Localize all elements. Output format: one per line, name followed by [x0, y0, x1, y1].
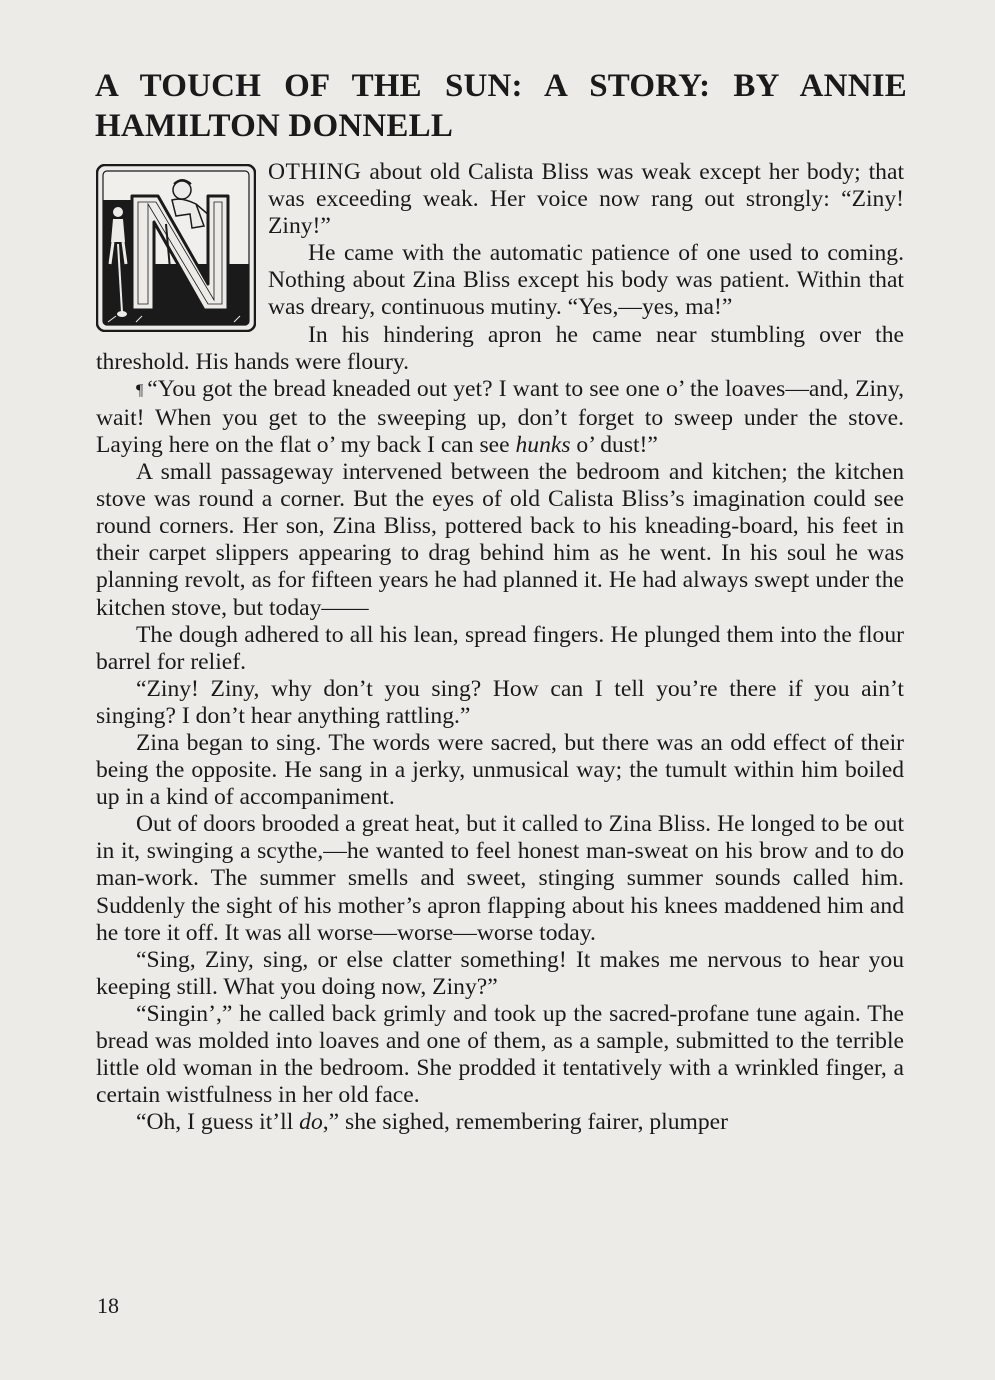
paragraph-1-text: about old Calista Bliss was weak except her body; that was exceeding weak. Her voice now rang out strongly: “Ziny! Ziny!”	[268, 159, 904, 240]
italic-do: do	[299, 1109, 323, 1136]
paragraph-10: “Sing, Ziny, sing, or else clatter something! It makes me nervous to hear you keeping still. What you doing now, Ziny?”	[96, 946, 904, 1000]
paragraph-9: Out of doors brooded a great heat, but it called to Zina Bliss. He longed to be out in it, swinging a scythe,—he wanted to feel honest man-sweat on his brow and to do man-work. The summer smells and sweet, stinging summer sounds called him. Suddenly the sight of his mother’s apron flapping about his knees maddened him and he tore it off. It was all worse—worse—worse today.	[96, 811, 904, 946]
paragraph-4-text-b: o’ dust!”	[570, 431, 658, 458]
paragraph-12-text-a: “Oh, I guess it’ll	[136, 1109, 300, 1136]
page-number: 18	[97, 1293, 119, 1318]
lead-caps: OTHING	[268, 159, 362, 185]
paragraph-3: In his hindering apron he came near stumbling over the threshold. His hands were floury.	[96, 321, 904, 375]
paragraph-mark-icon: ¶	[136, 381, 144, 399]
paragraph-2: He came with the automatic patience of one used to coming. Nothing about Zina Bliss except his body was patient. Within that was dreary, continuous mutiny. “Yes,—yes, ma!”	[268, 240, 904, 321]
paragraph-8: Zina began to sing. The words were sacred, but there was an odd effect of their being the opposite. He sang in a jerky, unmusical way; the tumult within him boiled up in a kind of accompaniment.	[96, 729, 904, 811]
paragraph-6: The dough adhered to all his lean, spread fingers. He plunged them into the flour barrel for relief.	[96, 621, 904, 675]
story-title: A TOUCH OF THE SUN: A STORY: BY ANNIE HAMILTON DONNELL	[95, 68, 907, 144]
drop-cap-n-icon	[96, 164, 256, 332]
paragraph-4-text-a: “You got the bread kneaded out yet? I want to see one o’ the loaves—and, Ziny, wait! When you get to the sweeping up, don’t forget to sweep under the stove. Laying here on the flat o’ my back I can see	[96, 375, 904, 458]
paragraph-12-text-b: ,” she sighed, remembering fairer, plumper	[322, 1109, 729, 1136]
paragraph-7: “Ziny! Ziny, why don’t you sing? How can I tell you’re there if you ain’t singing? I don’t hear anything rattling.”	[96, 675, 904, 729]
story-body	[96, 159, 904, 1136]
paragraph-11: “Singin’,” he called back grimly and took up the sacred-profane tune again. The bread was molded into loaves and one of them, as a sample, submitted to the terrible little old woman in the bedroom. She prodded it tentatively with a wrinkled finger, a certain wistfulness in her old face.	[96, 1000, 904, 1109]
paragraph-4	[96, 376, 904, 459]
paragraph-5: A small passageway intervened between the bedroom and kitchen; the kitchen stove was round a corner. But the eyes of old Calista Bliss’s imagination could see round corners. Her son, Zina Bliss, pottered back to his kneading-board, his feet in their carpet slippers appearing to drag behind him as he went. In his soul he was planning revolt, as for fifteen years he had planned it. He had always swept under the kitchen stove, but today——	[96, 459, 904, 621]
italic-hunks: hunks	[515, 431, 571, 458]
paragraph-12	[96, 1109, 904, 1136]
